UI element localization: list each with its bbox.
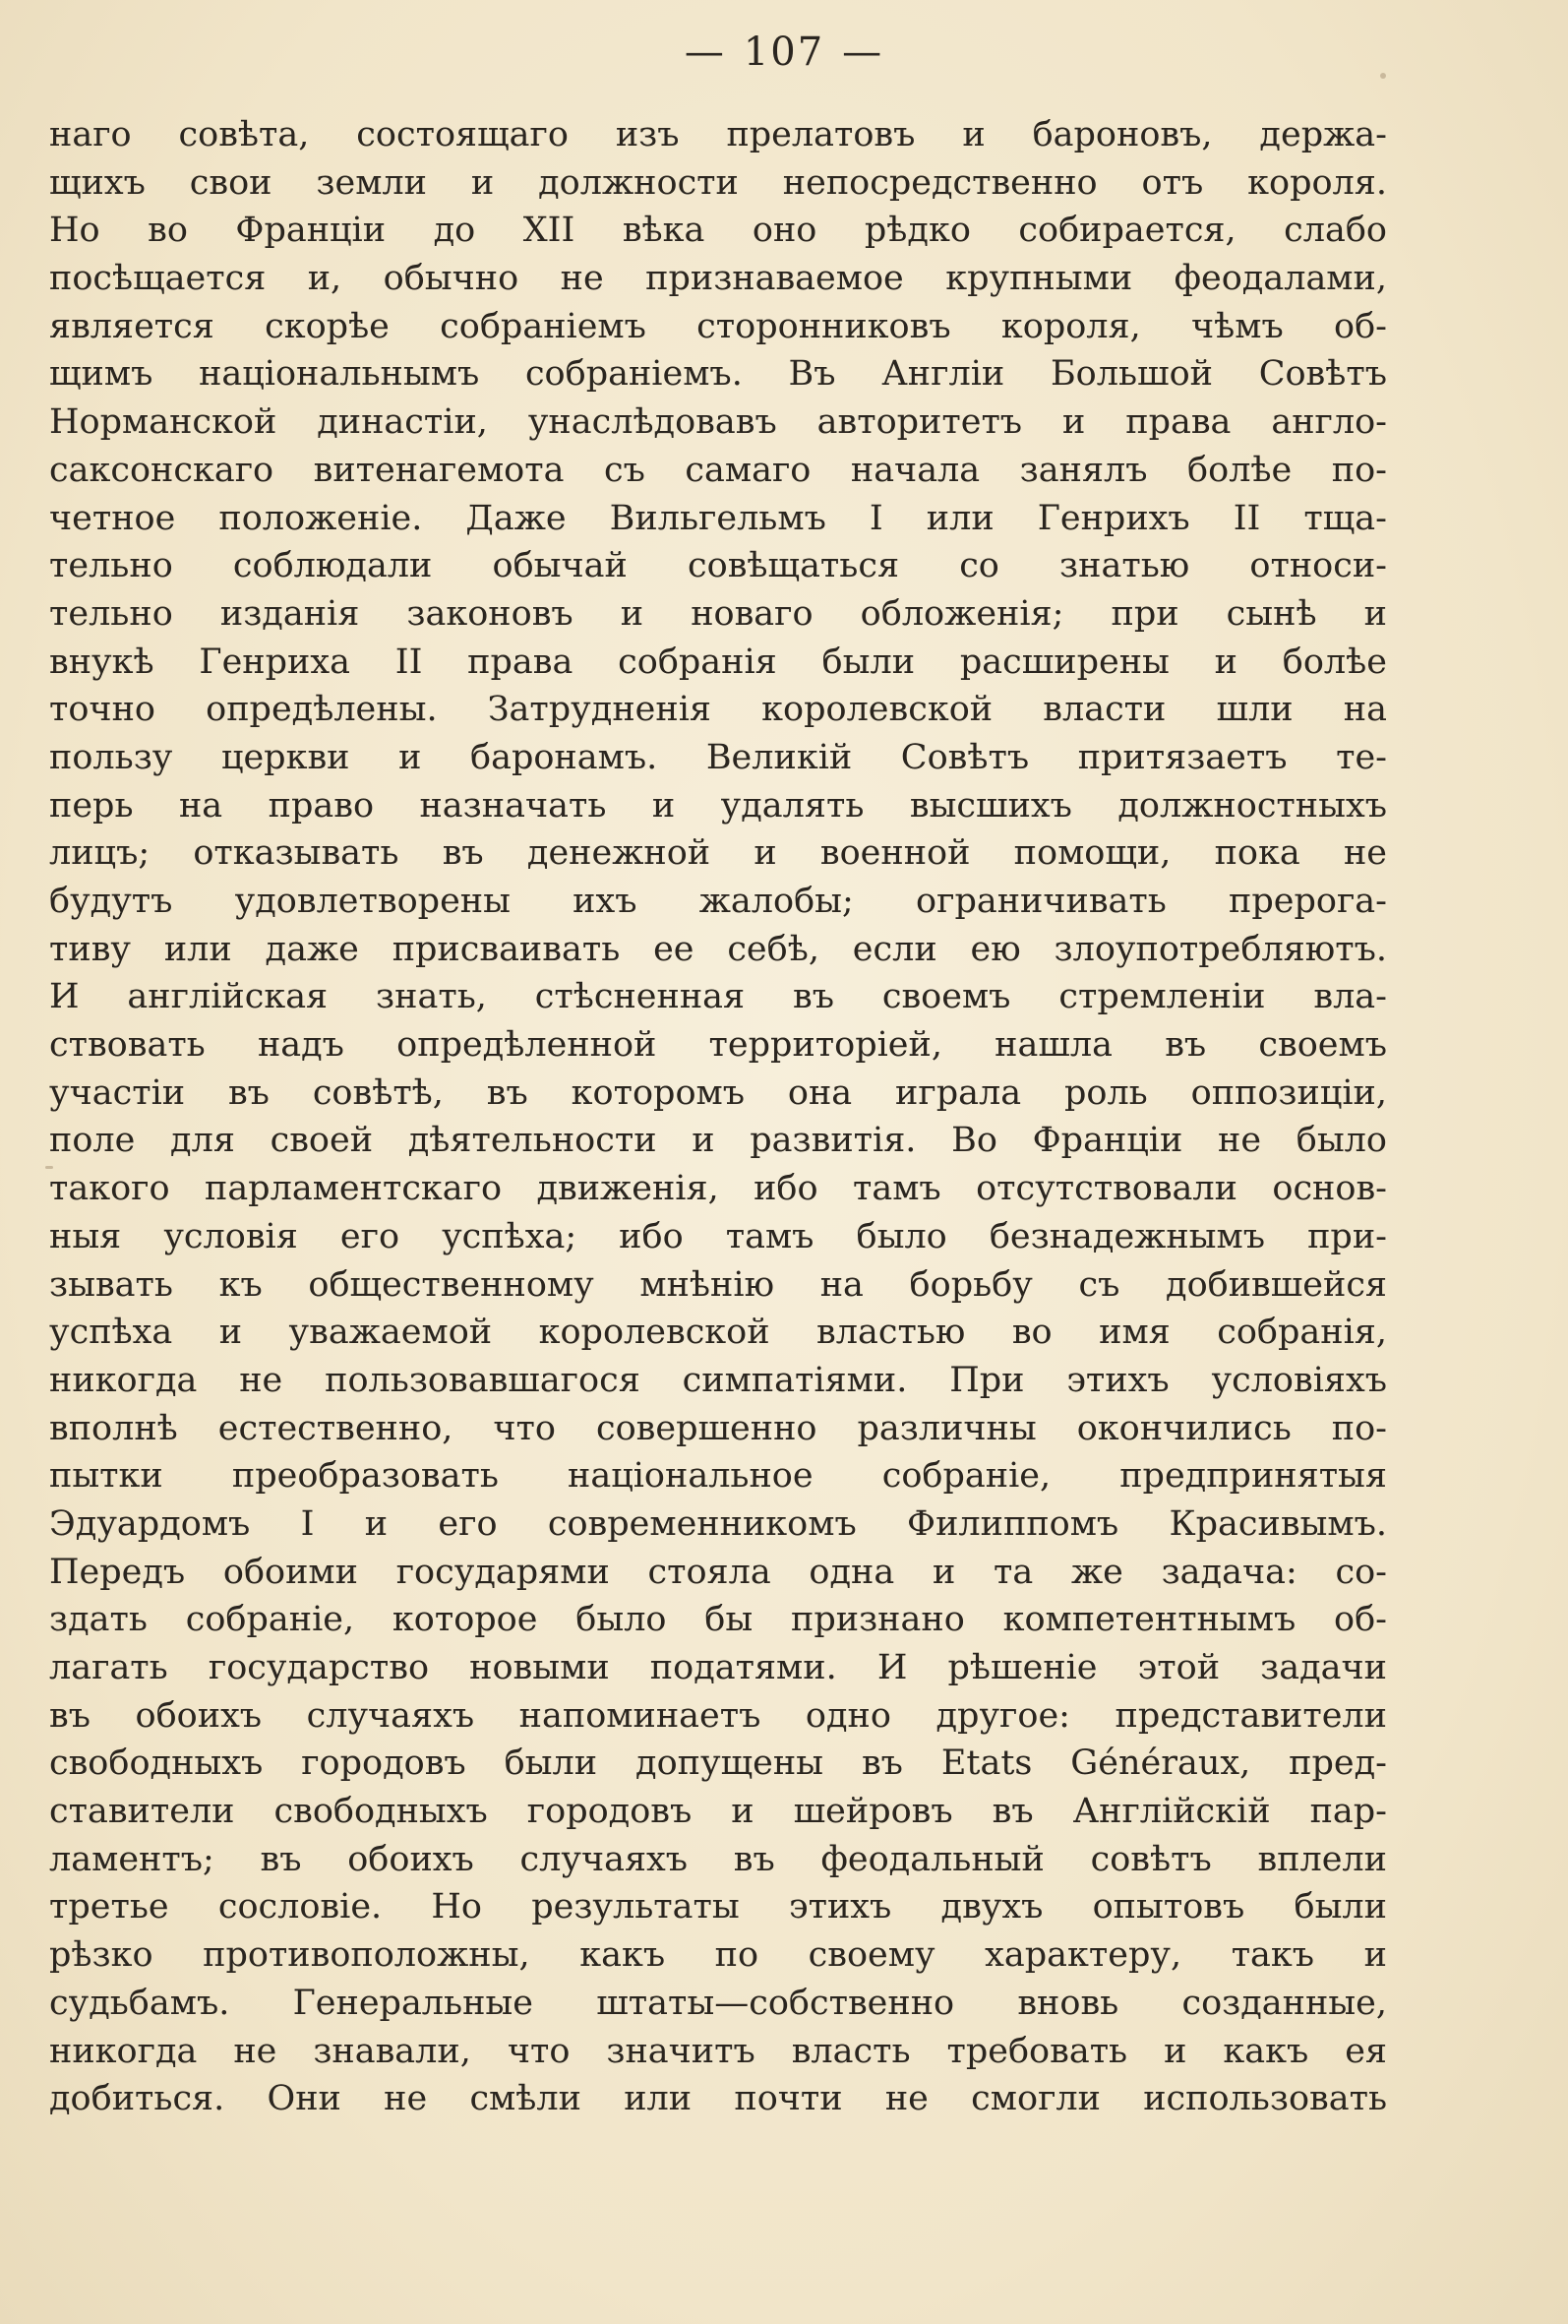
dash-left: — [684, 30, 726, 75]
text-line: успѣха и уважаемой королевской властью во имя собранія, [49, 1313, 1387, 1353]
dash-right: — [842, 30, 884, 75]
text-line: лицъ; отказывать въ денежной и военной помощи, пока не [49, 833, 1387, 874]
text-line: въ обоихъ случаяхъ напоминаетъ одно другое: представители [49, 1695, 1387, 1736]
text-line: вполнѣ естественно, что совершенно различны окончились по- [49, 1408, 1387, 1448]
text-line: наго совѣта, состоящаго изъ прелатовъ и бароновъ, держа- [49, 115, 1387, 154]
text-line: такого парламентскаго движенія, ибо тамъ отсутствовали основ- [49, 1169, 1387, 1209]
text-line: судьбамъ. Генеральные штаты—собственно вновь созданные, [49, 1983, 1387, 2023]
text-line: ныя условія его успѣха; ибо тамъ было безнадежнымъ при- [49, 1216, 1387, 1256]
text-line: Эдуардомъ I и его современникомъ Филиппомъ Красивымъ. [49, 1503, 1387, 1544]
text-line: никогда не знавали, что значитъ власть требовать и какъ ея [49, 2031, 1387, 2071]
text-line: внукѣ Генриха II права собранія были расширены и болѣе [49, 642, 1387, 682]
text-line: зывать къ общественному мнѣнію на борьбу съ добившейся [49, 1264, 1387, 1305]
text-line: пользу церкви и баронамъ. Великій Совѣтъ притязаетъ те- [49, 737, 1387, 777]
text-line: перь на право назначать и удалять высшихъ должностныхъ [49, 785, 1387, 826]
text-line: Передъ обоими государями стояла одна и та же задача: со- [49, 1552, 1387, 1592]
text-line: лагать государство новыми податями. И рѣшеніе этой задачи [49, 1648, 1387, 1687]
text-line: является скорѣе собраніемъ сторонниковъ короля, чѣмъ об- [49, 306, 1387, 346]
text-line: ставители свободныхъ городовъ и шейровъ въ Англійскій пар- [49, 1792, 1387, 1832]
page-number: 107 [743, 30, 825, 75]
text-line: пытки преобразовать національное собраніе, предпринятыя [49, 1456, 1387, 1497]
text-line: никогда не пользовавшагося симпатіями. При этихъ условіяхъ [49, 1360, 1387, 1400]
text-line: тельно соблюдали обычай совѣщаться со знатью относи- [49, 546, 1387, 586]
text-line: будутъ удовлетворены ихъ жалобы; ограничивать прерога- [49, 882, 1387, 921]
text-line: щихъ свои земли и должности непосредственно отъ короля. [49, 162, 1387, 203]
text-line: свободныхъ городовъ были допущены въ Etats Généraux, пред- [49, 1743, 1387, 1784]
text-line: Но во Франціи до XII вѣка оно рѣдко собирается, слабо [49, 211, 1387, 251]
text-line: щимъ національнымъ собраніемъ. Въ Англіи Большой Совѣтъ [49, 354, 1387, 395]
body-text [49, 111, 1387, 2123]
text-line: здать собраніе, которое было бы признано компетентнымъ об- [49, 1600, 1387, 1640]
page-number-header [0, 30, 1568, 75]
text-line: тельно изданія законовъ и новаго обложенія; при сынѣ и [49, 593, 1387, 634]
text-line: точно опредѣлены. Затрудненія королевской власти шли на [49, 690, 1387, 730]
text-line: И англійская знать, стѣсненная въ своемъ стремленіи вла- [49, 977, 1387, 1017]
text-line: рѣзко противоположны, какъ по своему характеру, такъ и [49, 1935, 1387, 1976]
text-line: Норманской династіи, унаслѣдовавъ авторитетъ и права англо- [49, 402, 1387, 443]
paper-speck [45, 1166, 53, 1169]
text-line: третье сословіе. Но результаты этихъ двухъ опытовъ были [49, 1887, 1387, 1927]
text-line: поле для своей дѣятельности и развитія. Во Франціи не было [49, 1121, 1387, 1161]
text-line: тиву или даже присваивать ее себѣ, если ею злоупотребляютъ. [49, 929, 1387, 969]
text-line: саксонскаго витенагемота съ самаго начала занялъ болѣе по- [49, 450, 1387, 490]
paper-speck [1380, 73, 1386, 79]
text-line: посѣщается и, обычно не признаваемое крупными феодалами, [49, 259, 1387, 299]
text-line: ламентъ; въ обоихъ случаяхъ въ феодальный совѣтъ вплели [49, 1839, 1387, 1879]
text-line: ствовать надъ опредѣленной территоріей, нашла въ своемъ [49, 1025, 1387, 1066]
text-line: четное положеніе. Даже Вильгельмъ I или Генрихъ II тща- [49, 498, 1387, 538]
text-line: добиться. Они не смѣли или почти не смогли использовать [49, 2079, 1387, 2119]
text-line: участіи въ совѣтѣ, въ которомъ она играла роль оппозиціи, [49, 1072, 1387, 1113]
